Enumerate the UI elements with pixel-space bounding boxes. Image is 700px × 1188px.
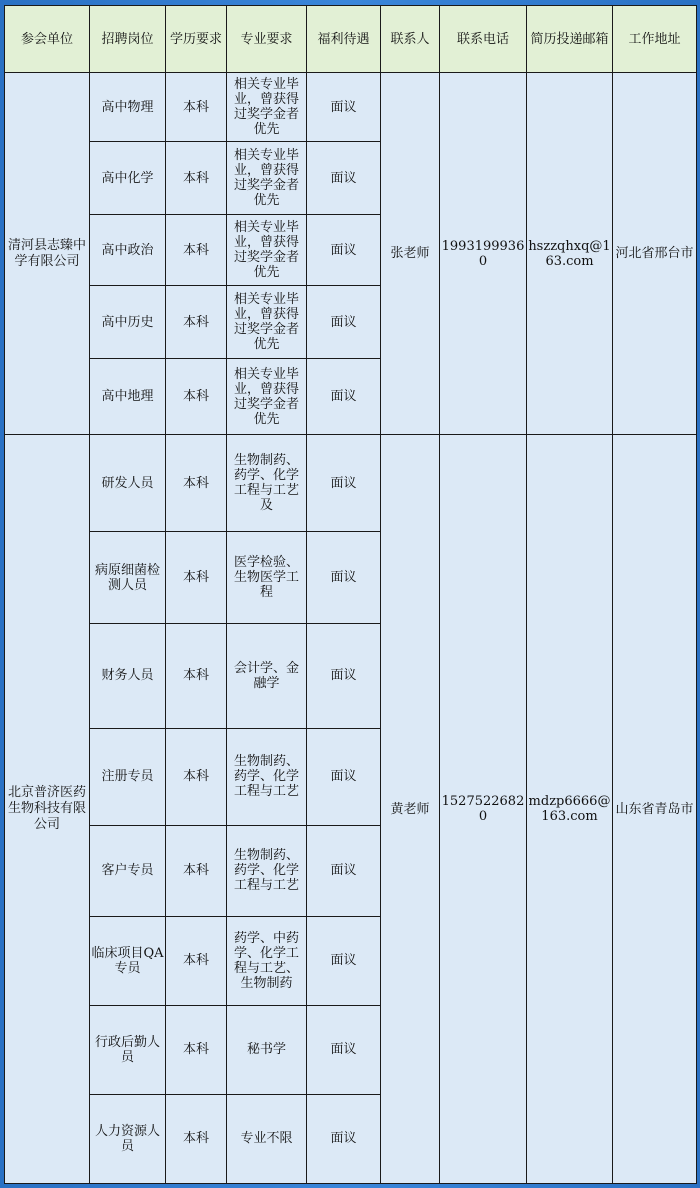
major-cell: 相关专业毕业，曾获得过奖学金者优先 bbox=[227, 286, 307, 359]
education-cell: 本科 bbox=[166, 359, 227, 435]
header-major: 专业要求 bbox=[227, 6, 307, 73]
company-name: 清河县志臻中学有限公司 bbox=[5, 73, 90, 435]
position-cell: 高中地理 bbox=[90, 359, 166, 435]
benefit-cell: 面议 bbox=[307, 142, 381, 215]
header-phone: 联系电话 bbox=[440, 6, 527, 73]
major-cell: 相关专业毕业，曾获得过奖学金者优先 bbox=[227, 359, 307, 435]
position-cell: 财务人员 bbox=[90, 624, 166, 728]
major-cell: 会计学、金融学 bbox=[227, 624, 307, 728]
recruitment-table bbox=[4, 5, 697, 1184]
education-cell: 本科 bbox=[166, 916, 227, 1005]
major-cell: 相关专业毕业，曾获得过奖学金者优先 bbox=[227, 142, 307, 215]
benefit-cell: 面议 bbox=[307, 624, 381, 728]
position-cell: 高中政治 bbox=[90, 215, 166, 286]
position-cell: 高中物理 bbox=[90, 73, 166, 142]
benefit-cell: 面议 bbox=[307, 215, 381, 286]
education-cell: 本科 bbox=[166, 728, 227, 825]
header-company: 参会单位 bbox=[5, 6, 90, 73]
benefit-cell: 面议 bbox=[307, 1094, 381, 1183]
phone-cell: 15275226820 bbox=[440, 435, 527, 1184]
contact-cell: 黄老师 bbox=[381, 435, 440, 1184]
contact-cell: 张老师 bbox=[381, 73, 440, 435]
major-cell: 专业不限 bbox=[227, 1094, 307, 1183]
address-cell: 山东省青岛市 bbox=[613, 435, 697, 1184]
education-cell: 本科 bbox=[166, 624, 227, 728]
major-cell: 生物制药、药学、化学工程与工艺 bbox=[227, 825, 307, 916]
position-cell: 人力资源人员 bbox=[90, 1094, 166, 1183]
education-cell: 本科 bbox=[166, 825, 227, 916]
header-education: 学历要求 bbox=[166, 6, 227, 73]
table-row bbox=[5, 73, 697, 142]
table-row bbox=[5, 435, 697, 532]
header-position: 招聘岗位 bbox=[90, 6, 166, 73]
education-cell: 本科 bbox=[166, 215, 227, 286]
phone-cell: 19931999360 bbox=[440, 73, 527, 435]
header-row bbox=[5, 6, 697, 73]
education-cell: 本科 bbox=[166, 142, 227, 215]
header-address: 工作地址 bbox=[613, 6, 697, 73]
benefit-cell: 面议 bbox=[307, 916, 381, 1005]
major-cell: 相关专业毕业，曾获得过奖学金者优先 bbox=[227, 215, 307, 286]
position-cell: 病原细菌检测人员 bbox=[90, 532, 166, 624]
major-cell: 相关专业毕业，曾获得过奖学金者优先 bbox=[227, 73, 307, 142]
education-cell: 本科 bbox=[166, 286, 227, 359]
benefit-cell: 面议 bbox=[307, 286, 381, 359]
education-cell: 本科 bbox=[166, 1005, 227, 1094]
education-cell: 本科 bbox=[166, 532, 227, 624]
address-cell: 河北省邢台市 bbox=[613, 73, 697, 435]
education-cell: 本科 bbox=[166, 1094, 227, 1183]
position-cell: 临床项目QA专员 bbox=[90, 916, 166, 1005]
major-cell: 医学检验、生物医学工程 bbox=[227, 532, 307, 624]
benefit-cell: 面议 bbox=[307, 359, 381, 435]
header-contact: 联系人 bbox=[381, 6, 440, 73]
position-cell: 行政后勤人员 bbox=[90, 1005, 166, 1094]
position-cell: 高中化学 bbox=[90, 142, 166, 215]
position-cell: 客户专员 bbox=[90, 825, 166, 916]
benefit-cell: 面议 bbox=[307, 728, 381, 825]
benefit-cell: 面议 bbox=[307, 825, 381, 916]
email-cell: hszzqhxq@163.com bbox=[527, 73, 613, 435]
position-cell: 研发人员 bbox=[90, 435, 166, 532]
major-cell: 生物制药、药学、化学工程与工艺及 bbox=[227, 435, 307, 532]
benefit-cell: 面议 bbox=[307, 532, 381, 624]
major-cell: 生物制药、药学、化学工程与工艺 bbox=[227, 728, 307, 825]
benefit-cell: 面议 bbox=[307, 1005, 381, 1094]
major-cell: 药学、中药学、化学工程与工艺、生物制药 bbox=[227, 916, 307, 1005]
benefit-cell: 面议 bbox=[307, 73, 381, 142]
position-cell: 注册专员 bbox=[90, 728, 166, 825]
header-benefit: 福利待遇 bbox=[307, 6, 381, 73]
education-cell: 本科 bbox=[166, 435, 227, 532]
education-cell: 本科 bbox=[166, 73, 227, 142]
header-email: 简历投递邮箱 bbox=[527, 6, 613, 73]
company-name: 北京普济医药生物科技有限公司 bbox=[5, 435, 90, 1184]
major-cell: 秘书学 bbox=[227, 1005, 307, 1094]
email-cell: mdzp6666@163.com bbox=[527, 435, 613, 1184]
position-cell: 高中历史 bbox=[90, 286, 166, 359]
benefit-cell: 面议 bbox=[307, 435, 381, 532]
